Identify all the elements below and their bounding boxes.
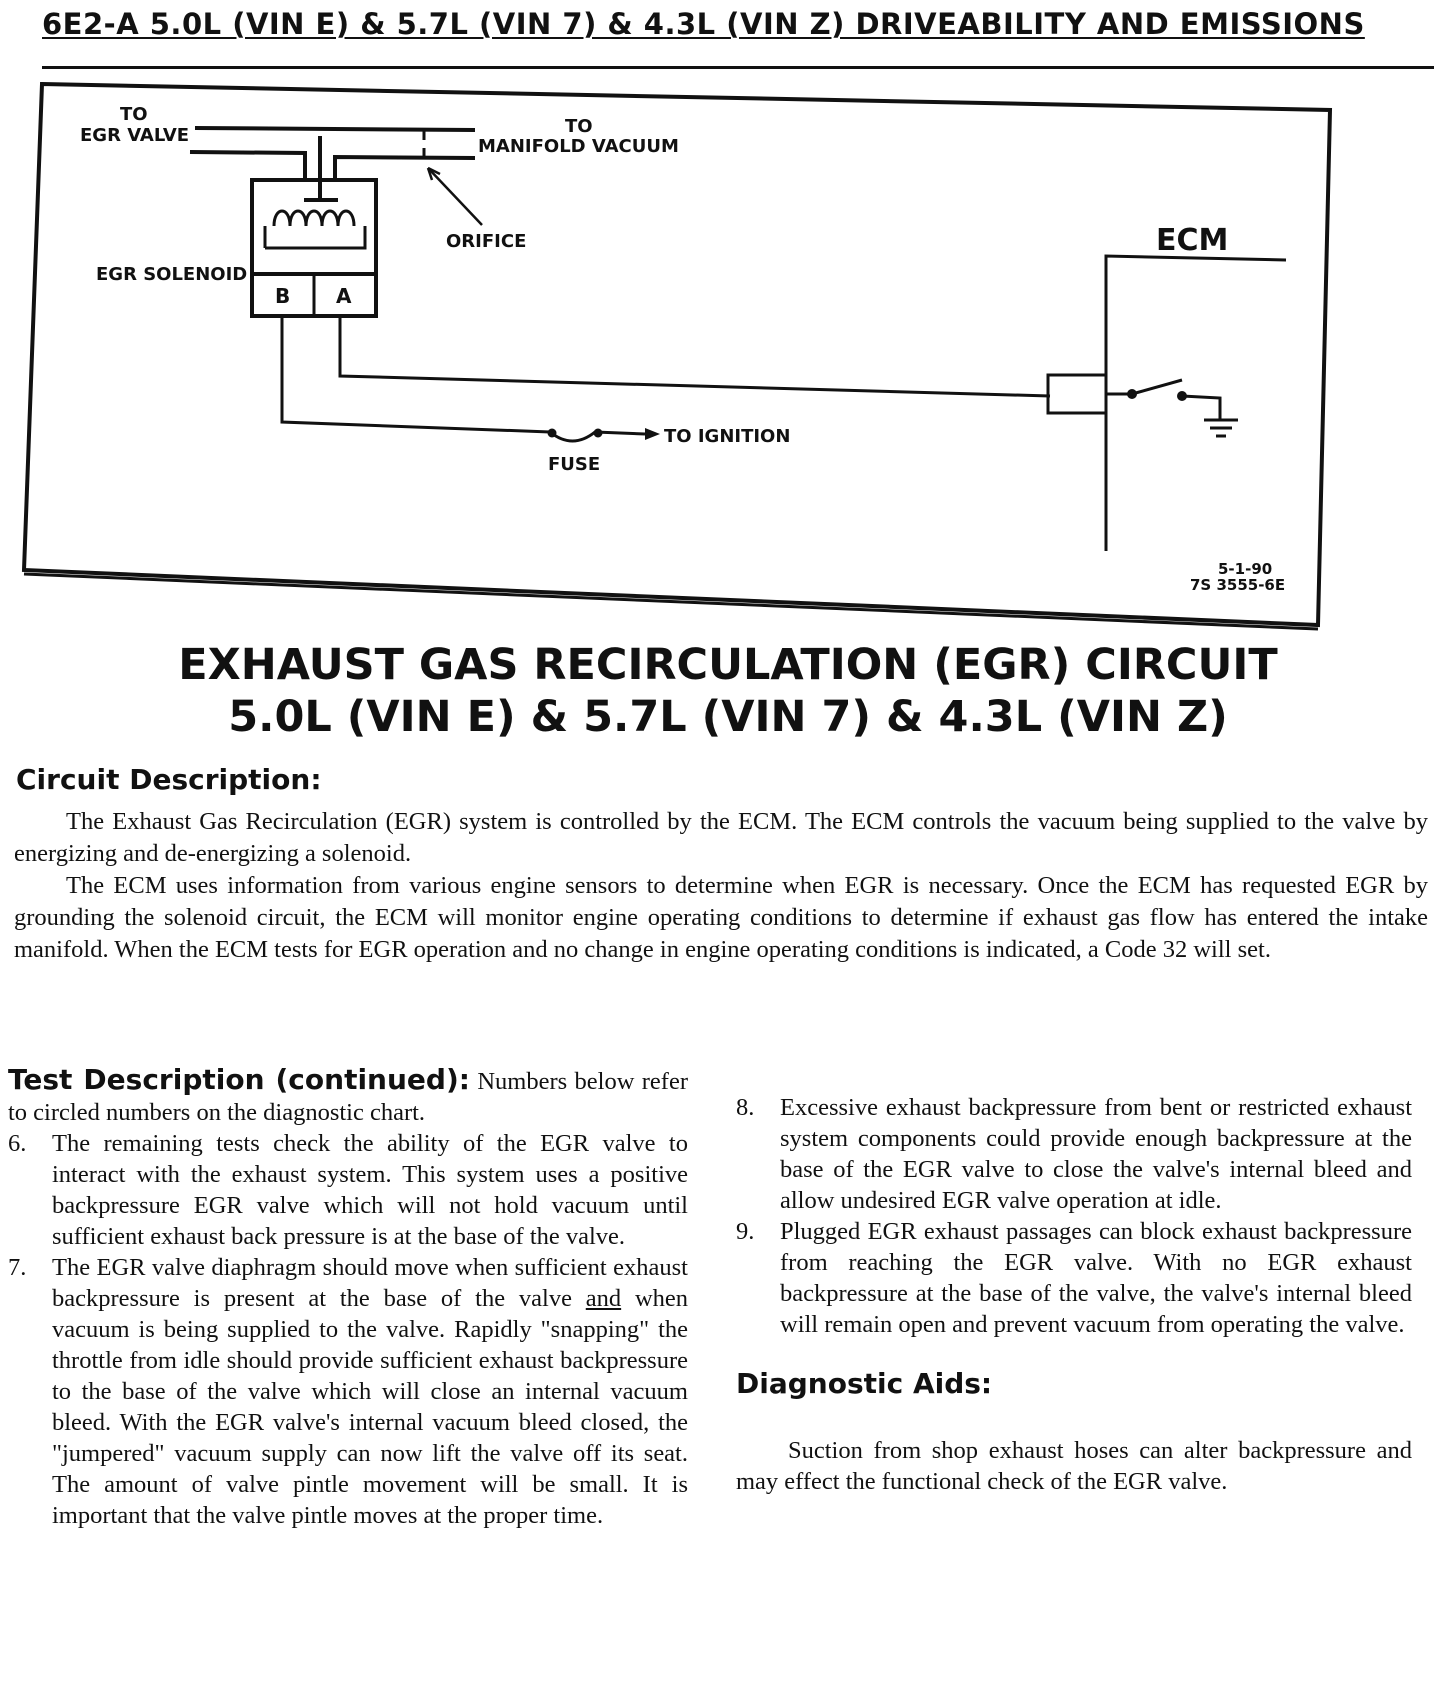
label-terminal-a: A (336, 284, 352, 308)
circuit-description-heading: Circuit Description: (16, 763, 322, 796)
wire-terminal-b (282, 316, 550, 432)
orifice-pointer (428, 168, 482, 225)
wiring (282, 256, 1286, 551)
item-text: Plugged EGR exhaust passages can block exhaust backpressure from reaching the EGR valve. With no EGR exhaust backpressure at the base of the valve, the valve's internal bleed will remain open and prevent vacuum from operating the valve. (780, 1218, 1412, 1338)
switch-dot-right (1177, 391, 1187, 401)
diagram-border (24, 84, 1330, 625)
ground-wire (1182, 396, 1220, 420)
fuse-dot-left (548, 429, 557, 438)
test-item-9 (736, 1216, 1412, 1340)
diagram-border-shadow (24, 574, 1318, 629)
circuit-description-paragraph-1: The Exhaust Gas Recirculation (EGR) system is controlled by the ECM. The ECM controls the vacuum being supplied to the valve by energizing and de-energizing a solenoid. (14, 808, 1428, 867)
egr-valve-hose-bottom (190, 152, 305, 182)
item-text: Excessive exhaust backpressure from bent or restricted exhaust system components could provide enough backpressure at the base of the EGR valve to close the valve's internal bleed and allow undesired EGR valve operation at idle. (780, 1094, 1412, 1214)
figure-title-line2: 5.0L (VIN E) & 5.7L (VIN 7) & 4.3L (VIN Z) (228, 692, 1228, 742)
label-code: 7S 3555-6E (1190, 576, 1286, 594)
item-text-part-a: The EGR valve diaphragm should move when sufficient exhaust backpressure is present at the base of the valve (52, 1254, 688, 1312)
test-description-column-left (8, 1064, 688, 1531)
vacuum-hoses (190, 128, 475, 200)
ecm-driver-box (1048, 375, 1106, 413)
fuse-dot-right (594, 429, 603, 438)
wire-terminal-a (340, 316, 1050, 396)
test-description-heading: Test Description (continued): (8, 1063, 470, 1096)
circuit-description-paragraph-2: The ECM uses information from various engine sensors to determine when EGR is necessary. Once the ECM has requested EGR by grounding the solenoid circuit, the ECM will monitor engine operating conditions to determine if exhaust gas flow has entered the intake manifold. When the ECM tests for EGR operation and no change in engine operating conditions is indicated, a Code 32 will set. (14, 872, 1428, 963)
ecm-switch-blade (1132, 380, 1182, 394)
diagnostic-aids-heading: Diagnostic Aids: (736, 1367, 993, 1400)
item-text: The remaining tests check the ability of the EGR valve to interact with the exhaust system. This system uses a positive backpressure EGR valve which will not hold vacuum until sufficient exhaust back pressure is at the base of the valve. (52, 1130, 688, 1250)
label-to-ignition: TO IGNITION (664, 426, 791, 447)
item-text-part-b: when vacuum is being supplied to the valve. Rapidly "snapping" the throttle from idle should provide sufficient exhaust backpressure to the base of the valve which will close an internal vacuum bleed. With the EGR valve's internal vacuum bleed closed, the "jumpered" vacuum supply can now lift the valve off its seat. The amount of valve pintle movement will be small. It is important that the valve pintle moves at the proper time. (52, 1285, 689, 1529)
item-number: 8. (736, 1094, 755, 1121)
test-description-column-right (736, 1092, 1412, 1497)
switch-dot-left (1127, 389, 1137, 399)
egr-circuit-diagram (20, 80, 1435, 660)
item-number: 6. (8, 1130, 27, 1157)
diagnostic-aids-text: Suction from shop exhaust hoses can alter backpressure and may effect the functional check of the EGR valve. (736, 1437, 1412, 1495)
label-orifice: ORIFICE (446, 231, 527, 252)
test-item-6 (8, 1128, 688, 1252)
figure-title-line1: EXHAUST GAS RECIRCULATION (EGR) CIRCUIT (178, 640, 1278, 690)
egr-valve-hose-top (195, 128, 475, 130)
test-item-7 (8, 1252, 688, 1531)
ecm-boundary (1106, 256, 1286, 551)
underlined-and: and (585, 1285, 622, 1312)
ignition-arrowhead (645, 428, 660, 440)
label-fuse: FUSE (548, 454, 601, 475)
test-description-intro-paragraph (8, 1064, 688, 1128)
item-number: 9. (736, 1218, 755, 1245)
label-to-manifold-2: MANIFOLD VACUUM (478, 136, 679, 157)
label-ecm: ECM (1156, 223, 1229, 258)
test-description-intro: Numbers below refer to circled numbers on the diagnostic chart. (8, 1068, 688, 1126)
label-to-manifold-1: TO (565, 116, 593, 137)
item-text (52, 1252, 688, 1531)
label-egr-solenoid: EGR SOLENOID (96, 264, 248, 285)
test-item-8 (736, 1092, 1412, 1216)
label-date: 5-1-90 (1218, 560, 1273, 578)
fuse-symbol (550, 432, 595, 441)
header-rule (42, 66, 1434, 69)
solenoid-coil (265, 211, 365, 248)
page-header (42, 4, 1436, 44)
label-to-egr-2: EGR VALVE (80, 125, 190, 146)
label-to-egr-1: TO (120, 104, 148, 125)
egr-solenoid-body (252, 180, 376, 286)
header-title: 6E2-A 5.0L (VIN E) & 5.7L (VIN 7) & 4.3L (VIN Z) DRIVEABILITY AND EMISSIONS (42, 7, 1365, 41)
label-terminal-b: B (275, 284, 291, 308)
item-number: 7. (8, 1254, 27, 1281)
